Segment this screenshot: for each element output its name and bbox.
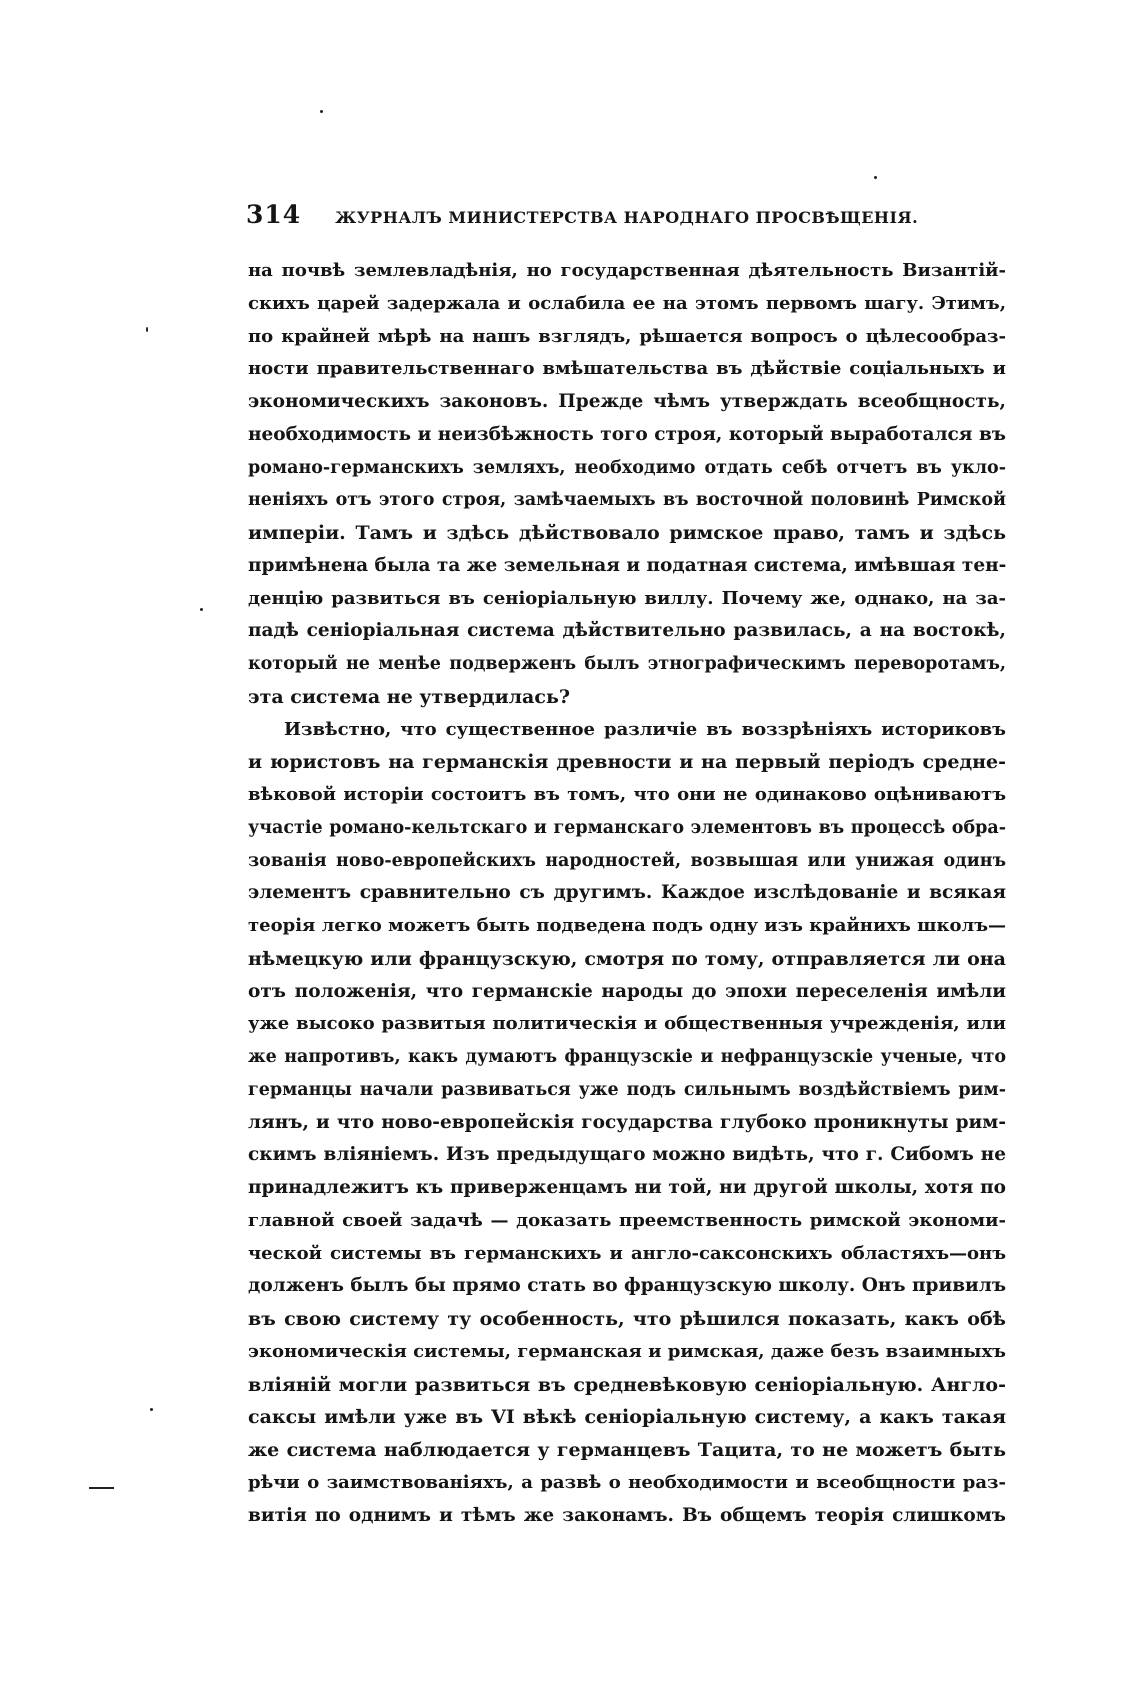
text-line: отъ положенія, что германскіе народы до эпохи переселенія имѣли [248,980,1006,1002]
text-line: въ свою систему ту особенность, что рѣшился показать, какъ обѣ [248,1308,1006,1330]
paragraph [248,714,1006,1533]
text-line: необходимость и неизбѣжность того строя, который выработался въ [248,423,1006,445]
text-line: главной своей задачѣ — доказать преемственность римской экономи- [248,1209,1006,1231]
body-text [248,255,1006,1532]
text-line: имперіи. Тамъ и здѣсь дѣйствовало римское право, тамъ и здѣсь [248,522,1006,544]
text-line: элементъ сравнительно съ другимъ. Каждое изслѣдованіе и всякая [248,882,1006,904]
text-line: эта система не утвердилась? [248,685,570,708]
text-line: теорія легко можетъ быть подведена подъ одну изъ крайнихъ школъ— [248,915,1006,936]
text-line: неніяхъ отъ этого строя, замѣчаемыхъ въ восточной половинѣ Римской [248,490,1006,511]
text-line: падѣ сеніоріальная система дѣйствительно развилась, а на востокѣ, [248,620,1006,642]
text-line: скихъ царей задержала и ослабила ее на этомъ первомъ шагу. Этимъ, [248,292,1006,314]
text-line: скимъ вліяніемъ. Изъ предыдущаго можно видѣть, что г. Сибомъ не [248,1144,1006,1166]
text-line: романо-германскихъ земляхъ, необходимо отдать себѣ отчетъ въ укло- [248,457,1006,478]
text-line: по крайней мѣрѣ на нашъ взглядъ, рѣшается вопросъ о цѣлесообраз- [248,325,1006,347]
text-line: Извѣстно, что существенное различіе въ воззрѣніяхъ историковъ [284,718,1006,740]
text-line: рѣчи о заимствованіяхъ, а развѣ о необходимости и всеобщности раз- [248,1471,1006,1493]
ink-speck [150,1408,153,1411]
text-line: же система наблюдается у германцевъ Тацита, то не можетъ быть [248,1439,1006,1461]
text-line: принадлежитъ къ приверженцамъ ни той, ни другой школы, хотя по [248,1177,1006,1198]
text-line: ческой системы въ германскихъ и англо-саксонскихъ областяхъ—онъ [248,1242,1006,1264]
text-line: вѣковой исторіи состоитъ въ томъ, что они не одинаково оцѣниваютъ [248,784,1006,805]
text-line: ности правительственнаго вмѣшательства въ дѣйствіе соціальныхъ и [248,358,1006,380]
running-title: ЖУРНАЛЪ МИНИСТЕРСТВА НАРОДНАГО ПРОСВѢЩЕНІЯ. [335,208,919,227]
text-line: долженъ былъ бы прямо стать во французскую школу. Онъ привилъ [248,1275,1006,1297]
ink-speck [320,110,323,113]
paragraph [248,255,1006,714]
text-line: примѣнена была та же земельная и податная система, имѣвшая тен- [248,554,1006,576]
text-line: зованія ново-европейскихъ народностей, возвышая или унижая одинъ [248,850,1006,871]
text-line: денцію развиться въ сеніоріальную виллу. Почему же, однако, на за- [248,587,1006,609]
ink-speck [200,608,203,611]
text-line: германцы начали развиваться уже подъ сильнымъ воздѣйствіемъ рим- [248,1079,1006,1100]
text-line: участіе романо-кельтскаго и германскаго элементовъ въ процессѣ обра- [248,817,1006,838]
ink-speck [146,327,148,332]
page-header [246,200,1006,236]
text-line: и юристовъ на германскія древности и на первый періодъ средне- [248,751,1006,774]
text-line: саксы имѣли уже въ VI вѣкѣ сеніоріальную систему, а какъ такая [248,1406,1006,1429]
page-number: 314 [246,200,302,229]
text-line: лянъ, и что ново-европейскія государства глубоко проникнуты рим- [248,1111,1006,1133]
text-line: уже высоко развитыя политическія и общественныя учрежденія, или [248,1013,1006,1035]
text-line: вліяній могли развиться въ средневѣковую сеніоріальную. Англо- [248,1373,1006,1396]
text-line: нѣмецкую или французскую, смотря по тому, отправляется ли она [248,947,1006,970]
text-line: витія по однимъ и тѣмъ же законамъ. Въ общемъ теорія слишкомъ [248,1504,1006,1526]
text-line: экономическихъ законовъ. Прежде чѣмъ утверждать всеобщность, [248,391,1006,412]
text-line: на почвѣ землевладѣнія, но государственная дѣятельность Византій- [248,260,1006,281]
ink-speck [874,176,877,179]
text-line: экономическія системы, германская и римская, даже безъ взаимныхъ [248,1340,1006,1362]
margin-mark [89,1487,114,1489]
text-line: который не менѣе подверженъ былъ этнографическимъ переворотамъ, [248,654,1006,674]
text-line: же напротивъ, какъ думаютъ французскіе и нефранцузскіе ученые, что [248,1047,1006,1067]
